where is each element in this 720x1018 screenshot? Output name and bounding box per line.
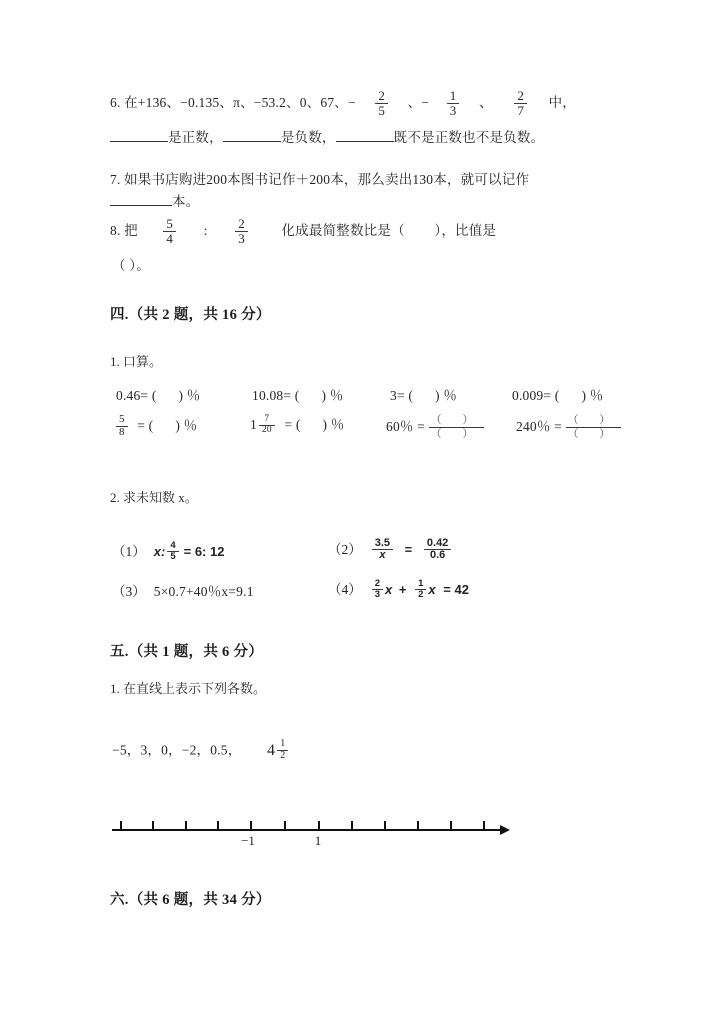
oral-4-left: 0.009= ( [512, 388, 560, 403]
q7-text: 7. 如果书店购进200本图书记作＋200本，那么卖出130本，就可以记作 [110, 172, 530, 187]
number-line-tick [152, 821, 154, 830]
question-7-line-2 [110, 192, 199, 213]
q6-fraction-1-denominator: 5 [375, 103, 388, 118]
equation-4-fraction-a-numerator: 2 [374, 578, 381, 590]
q8-lead: 8. 把 [110, 223, 138, 239]
q6-fraction-2-denominator: 3 [447, 103, 460, 118]
oral-5-eq: = ( [137, 418, 154, 434]
number-line-tick [120, 821, 122, 830]
q8-mid: 化成最简整数比是（ [281, 223, 405, 239]
q8-after: ），比值是 [434, 223, 497, 239]
oral-calc-row-1-item-3 [390, 386, 457, 407]
section-five-mixed-numerator: 1 [280, 738, 286, 750]
equation-4-tail: = 42 [443, 582, 469, 597]
equation-1-tail: = 6: 12 [183, 544, 225, 559]
oral-8-ratio-fraction [566, 414, 622, 440]
equation-1-label: （1） [112, 544, 146, 559]
q6-mid: 、−53.2、0、67、− [240, 95, 356, 111]
q6-fraction-1 [375, 89, 388, 117]
q6-tail: 中， [548, 95, 576, 111]
q8-fraction-2-numerator: 2 [238, 216, 245, 231]
oral-calc-row-2-item-1 [114, 415, 197, 439]
section-five-numbers [112, 739, 290, 764]
q6-pi: π [233, 95, 241, 111]
number-line-tick [318, 821, 320, 830]
oral-4-right: ) ％ [581, 388, 604, 403]
oral-8-left: 240％ = [516, 419, 562, 435]
q6-fraction-2-numerator: 1 [449, 88, 457, 103]
oral-calc-row-2-item-2 [250, 415, 345, 437]
q8-fraction-1-numerator: 5 [166, 216, 174, 231]
oral-6-eq: = ( [284, 417, 301, 432]
q6-lead: 6. 在+136、−0.135、 [110, 95, 234, 111]
equation-3-expr: 5×0.7+40％x=9.1 [153, 584, 254, 599]
oral-5-numerator: 5 [119, 413, 125, 425]
equation-2-fraction-b-denominator: 0.6 [424, 549, 451, 562]
equation-2-fraction-b-numerator: 0.42 [426, 536, 449, 549]
equation-2-label: （2） [328, 542, 362, 557]
number-line-tick [351, 821, 353, 830]
equation-4-variable-1: x [385, 582, 393, 597]
oral-5-right: ) ％ [175, 418, 198, 434]
equation-4-fraction-a-denominator: 3 [372, 589, 383, 600]
equation-4-variable-2: x [428, 582, 436, 597]
q6-fraction-2 [447, 89, 460, 117]
number-line-tick [417, 821, 419, 830]
equation-2-equals: = [404, 542, 413, 557]
q6-separator-1: 、− [407, 95, 430, 111]
section-four-heading: 四.（共 2 题，共 16 分） [110, 307, 271, 323]
number-line-tick [483, 821, 485, 830]
oral-8-ratio-numerator[interactable]: （ ） [567, 414, 620, 426]
number-line-tick [217, 821, 219, 830]
question-6-line-1 [110, 90, 576, 118]
equation-4-fraction-b [415, 579, 426, 600]
equation-2-fraction-b [424, 538, 451, 562]
oral-calc-row-1-item-4 [512, 386, 603, 407]
oral-5-denominator: 8 [116, 426, 128, 439]
oral-2-right: ) ％ [321, 388, 344, 403]
oral-calc-row-1-item-1 [116, 386, 201, 407]
equation-1-denominator: 5 [167, 551, 178, 562]
section-four-q1-title: 1. 口算。 [110, 354, 163, 369]
equation-4-label: （4） [328, 582, 362, 597]
question-8-line-2 [112, 256, 150, 277]
oral-calc-row-1-item-2 [252, 386, 343, 407]
number-line-label-one: 1 [314, 833, 322, 848]
q6-blank-1[interactable] [110, 128, 168, 142]
equation-1 [112, 540, 224, 563]
q8-answer-paren[interactable]: （ ）。 [112, 258, 150, 273]
section-five-numbers-text: −5，3，0，−2，0.5， [112, 742, 242, 758]
q6-fraction-3 [514, 89, 527, 117]
section-five-mixed-number [267, 739, 290, 764]
equation-1-expr: x: [153, 544, 166, 559]
oral-6-mixed-number [250, 415, 277, 436]
q7-tail: 本。 [172, 194, 200, 209]
oral-6-whole: 1 [250, 417, 257, 433]
number-line-tick [450, 821, 452, 830]
q6-separator-2: 、 [479, 95, 493, 111]
q6-fraction-1-numerator: 2 [378, 88, 386, 103]
equation-4 [328, 578, 469, 601]
number-line-arrow-icon [500, 825, 510, 835]
section-four-q2-title: 2. 求未知数 x。 [110, 490, 198, 505]
section-five-heading: 五.（共 1 题，共 6 分） [110, 644, 264, 660]
equation-3 [112, 580, 254, 603]
oral-7-ratio-denominator[interactable]: （ ） [430, 427, 483, 440]
section-five-mixed-fraction [277, 739, 288, 761]
number-line-tick [284, 821, 286, 830]
number-line-tick [250, 821, 252, 830]
equation-2 [328, 538, 453, 563]
section-six-heading: 六.（共 6 题，共 34 分） [110, 892, 271, 908]
equation-1-fraction [167, 541, 178, 562]
section-five-mixed-whole: 4 [266, 742, 276, 759]
oral-1-right: ) ％ [178, 388, 201, 403]
oral-6-denominator: 20 [259, 425, 275, 436]
number-line-label-negative-one: −1 [241, 833, 255, 848]
q7-blank[interactable] [110, 192, 172, 206]
equation-4-fraction-b-numerator: 1 [418, 578, 424, 590]
question-8-line-1 [110, 218, 496, 246]
equation-1-numerator: 4 [170, 540, 176, 552]
q6-blank-2[interactable] [223, 128, 281, 142]
q8-colon: : [203, 223, 208, 239]
q8-fraction-1 [163, 217, 176, 245]
q6-text-a: 是正数， [168, 130, 223, 145]
q6-blank-3[interactable] [336, 128, 394, 142]
question-7-line-1 [110, 170, 529, 191]
section-five-q1-title: 1. 在直线上表示下列各数。 [110, 681, 267, 696]
equation-2-fraction-a [372, 538, 393, 562]
oral-2-left: 10.08= ( [252, 388, 300, 403]
oral-5-fraction [116, 414, 128, 438]
q6-text-c: 既不是正数也不是负数。 [393, 130, 545, 145]
q8-fraction-2 [235, 217, 248, 245]
oral-3-right: ) ％ [435, 388, 458, 403]
q8-fraction-1-denominator: 4 [163, 231, 176, 246]
oral-6-right: ) ％ [322, 417, 345, 432]
q6-text-b: 是负数， [280, 130, 336, 145]
equation-2-fraction-a-denominator: x [372, 549, 393, 562]
oral-1-left: 0.46= ( [116, 388, 157, 403]
equation-4-fraction-b-denominator: 2 [415, 589, 426, 600]
equation-2-fraction-a-numerator: 3.5 [374, 536, 391, 549]
oral-6-numerator: 7 [264, 413, 270, 424]
question-6-line-2 [110, 128, 544, 149]
q8-fraction-2-denominator: 3 [235, 231, 248, 246]
oral-3-left: 3= ( [390, 388, 414, 403]
section-five-mixed-denominator: 2 [277, 750, 288, 762]
oral-7-ratio-numerator[interactable]: （ ） [430, 414, 483, 426]
number-line-tick [384, 821, 386, 830]
oral-8-ratio-denominator[interactable]: （ ） [567, 427, 620, 440]
equation-3-label: （3） [112, 584, 146, 599]
number-line-axis [112, 829, 502, 831]
equation-4-plus: + [398, 582, 407, 597]
oral-calc-row-2-item-3 [386, 415, 484, 441]
oral-6-fraction [259, 415, 275, 436]
equation-4-fraction-a [372, 579, 383, 600]
q6-fraction-3-numerator: 2 [517, 88, 525, 103]
number-line-tick [185, 821, 187, 830]
oral-calc-row-2-item-4 [516, 415, 621, 441]
oral-7-ratio-fraction [429, 414, 485, 440]
q6-fraction-3-denominator: 7 [514, 103, 527, 118]
oral-7-left: 60％ = [386, 419, 425, 435]
